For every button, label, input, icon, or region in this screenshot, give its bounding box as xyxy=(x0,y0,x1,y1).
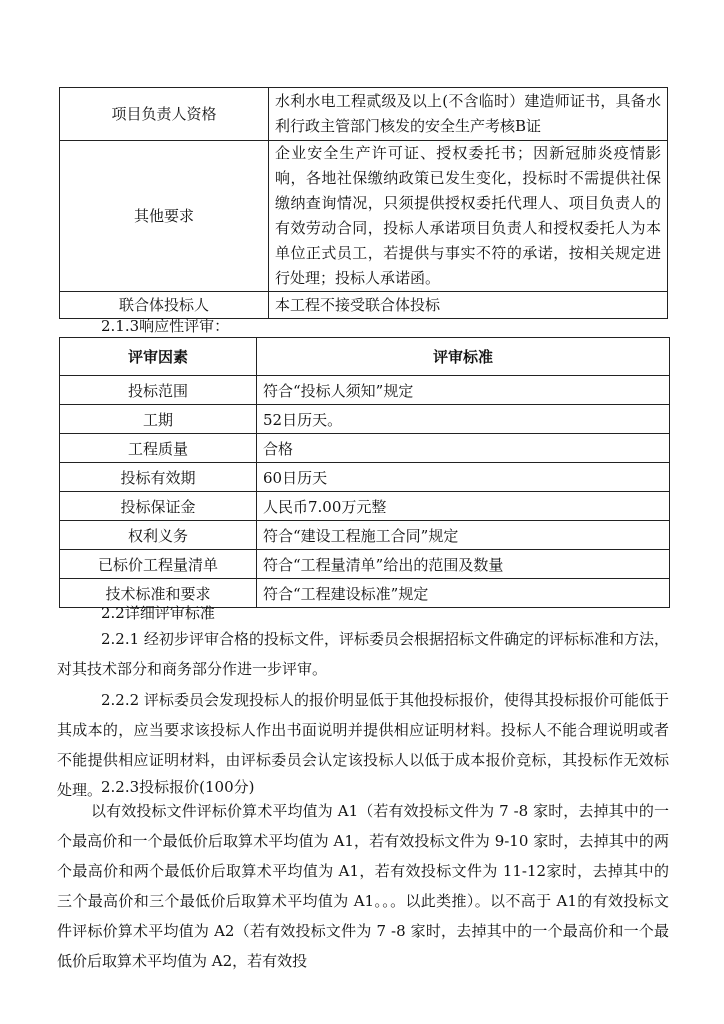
review-factor: 工期 xyxy=(60,405,257,434)
paragraph-2-2-1: 2.2.1 经初步评审合格的投标文件，评标委员会根据招标文件确定的评标标准和方法，对其技术部分和商务部分作进一步评审。 xyxy=(57,630,669,678)
review-factor: 技术标准和要求 xyxy=(60,579,257,608)
table-row xyxy=(60,492,670,521)
review-standard: 符合“工程量清单”给出的范围及数量 xyxy=(257,550,670,579)
review-standard: 合格 xyxy=(257,434,670,463)
table-row xyxy=(60,88,668,141)
table-row xyxy=(60,521,670,550)
review-factor: 权利义务 xyxy=(60,521,257,550)
review-standard: 符合“工程建设标准”规定 xyxy=(257,579,670,608)
row-label: 其他要求 xyxy=(60,141,269,292)
review-factor: 投标有效期 xyxy=(60,463,257,492)
response-review-table xyxy=(59,337,670,608)
table-row xyxy=(60,405,670,434)
review-factor: 投标范围 xyxy=(60,376,257,405)
review-factor: 工程质量 xyxy=(60,434,257,463)
review-standard: 符合“建设工程施工合同”规定 xyxy=(257,521,670,550)
review-standard: 52日历天。 xyxy=(257,405,670,434)
review-factor: 投标保证金 xyxy=(60,492,257,521)
requirements-table xyxy=(59,87,668,319)
review-standard: 人民币7.00万元整 xyxy=(257,492,670,521)
table-header-row xyxy=(60,338,670,376)
row-value: 本工程不接受联合体投标 xyxy=(269,292,668,319)
section-heading-2-1-3: 2.1.3响应性评审： xyxy=(101,317,230,335)
column-header: 评审因素 xyxy=(60,338,257,376)
column-header: 评审标准 xyxy=(257,338,670,376)
paragraph-bid-price: 以有效投标文件评标价算术平均值为 A1（若有效投标文件为 7 -8 家时，去掉其中的一个最高价和一个最低价后取算术平均值为 A1，若有效投标文件为 9-10 家时，去掉其中的两个最高价和两个最低价后取算术平均值为 A1，若有效投标文件为 11-12家时，去掉其中的三个最高价和三个最低价后取算术平均值为 A1。。。以此类推）。以不高于 A1的有效投标文件评标价算术平均值为 A2（若有效投标文件为 7 -8 家时，去掉其中的一个最高价和一个最低价后取算术平均值为 A2，若有效投 xyxy=(57,802,669,970)
row-label: 项目负责人资格 xyxy=(60,88,269,141)
table-row xyxy=(60,550,670,579)
row-value: 水利水电工程贰级及以上(不含临时）建造师证书，具备水利行政主管部门核发的安全生产考核B证 xyxy=(269,88,668,141)
table-row xyxy=(60,463,670,492)
review-standard: 60日历天 xyxy=(257,463,670,492)
review-factor: 已标价工程量清单 xyxy=(60,550,257,579)
table-row xyxy=(60,376,670,405)
section-heading-2-2-3: 2.2.3投标报价(100分) xyxy=(101,778,255,796)
paragraph-2-2-2: 2.2.2 评标委员会发现投标人的报价明显低于其他投标报价，使得其投标报价可能低于其成本的，应当要求该投标人作出书面说明并提供相应证明材料。投标人不能合理说明或者不能提供相应证明材料，由评标委员会认定该投标人以低于成本报价竞标，其投标作无效标处理。 xyxy=(57,691,669,799)
row-value: 企业安全生产许可证、授权委托书；因新冠肺炎疫情影响，各地社保缴纳政策已发生变化，投标时不需提供社保缴纳查询情况，只须提供授权委托代理人、项目负责人的有效劳动合同，投标人承诺项目负责人和授权委托人为本单位正式员工，若提供与事实不符的承诺，按相关规定进行处理；投标人承诺函。 xyxy=(269,141,668,292)
table-row xyxy=(60,141,668,292)
table-row xyxy=(60,434,670,463)
review-standard: 符合“投标人须知”规定 xyxy=(257,376,670,405)
row-label: 联合体投标人 xyxy=(60,292,269,319)
section-heading-2-2: 2.2详细评审标准 xyxy=(101,604,215,622)
